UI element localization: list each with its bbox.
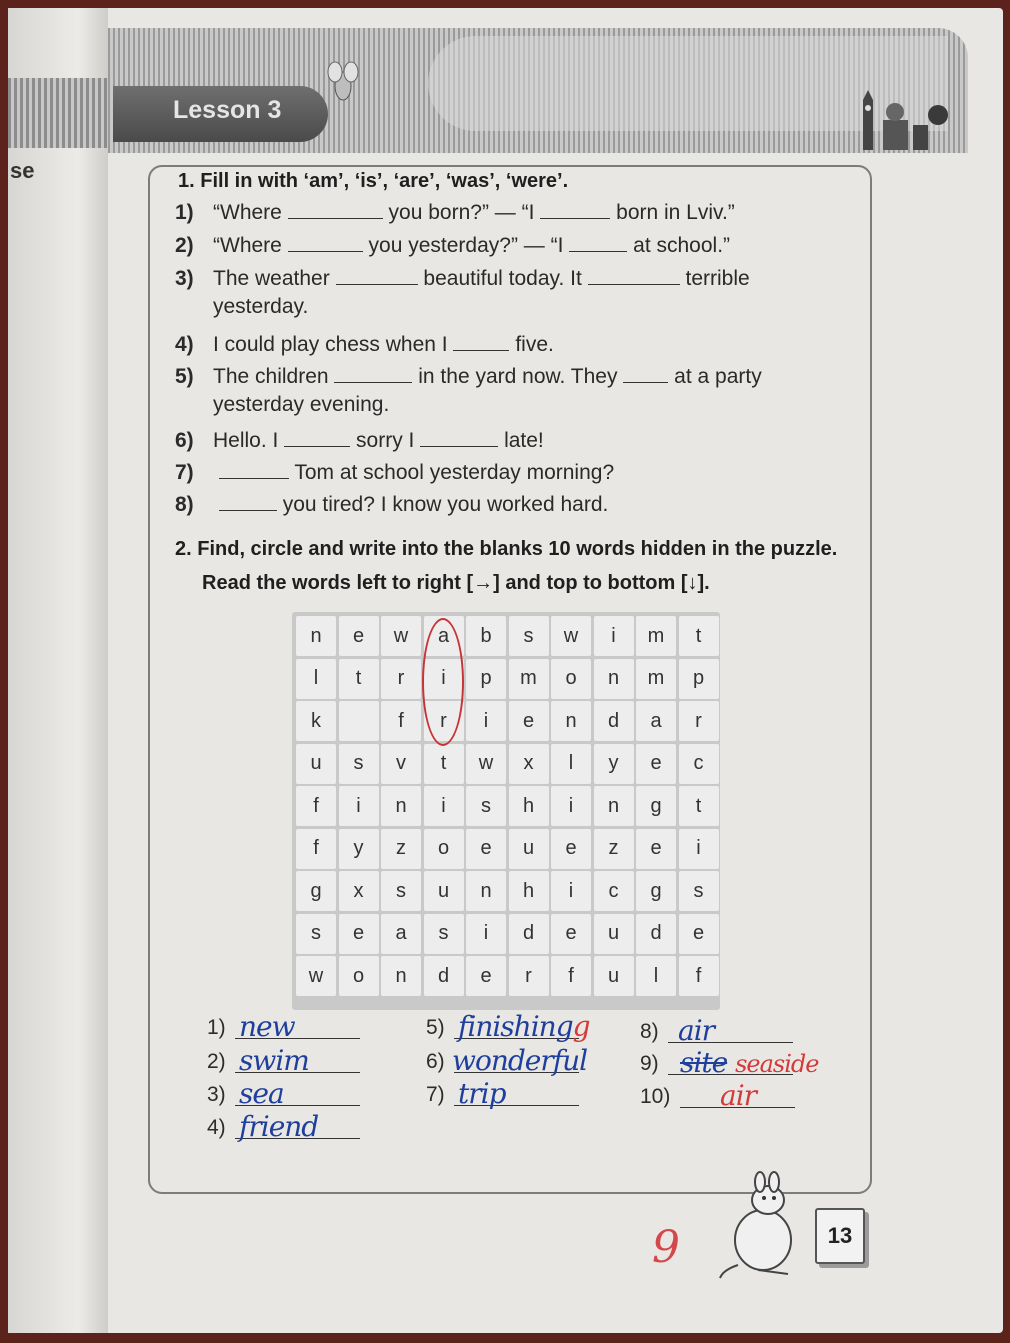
task1-item-4: 4) I could play chess when I five. [175, 333, 554, 356]
puzzle-cell[interactable]: e [339, 914, 379, 954]
answer-blank[interactable] [284, 428, 350, 447]
puzzle-cell[interactable]: y [594, 744, 634, 784]
puzzle-cell[interactable]: r [424, 701, 464, 741]
puzzle-cell[interactable]: w [466, 744, 506, 784]
puzzle-cell[interactable]: f [381, 701, 421, 741]
puzzle-cell[interactable]: l [636, 956, 676, 996]
puzzle-cell[interactable]: o [551, 659, 591, 699]
answer-blank[interactable] [288, 200, 383, 219]
puzzle-cell[interactable]: i [424, 659, 464, 699]
puzzle-cell[interactable]: n [381, 956, 421, 996]
puzzle-cell[interactable]: e [339, 616, 379, 656]
puzzle-cell[interactable]: u [594, 914, 634, 954]
puzzle-cell[interactable]: f [296, 829, 336, 869]
puzzle-cell[interactable]: i [551, 871, 591, 911]
puzzle-cell[interactable]: i [466, 914, 506, 954]
answer-blank[interactable] [336, 266, 418, 285]
answer-6: 6) wonderful [426, 1044, 588, 1077]
puzzle-cell[interactable]: e [509, 701, 549, 741]
answer-2: 2) swim [207, 1050, 226, 1074]
puzzle-cell[interactable]: w [381, 616, 421, 656]
puzzle-cell[interactable]: z [594, 829, 634, 869]
answer-8: 8) air [640, 1020, 659, 1044]
puzzle-cell[interactable]: u [594, 956, 634, 996]
puzzle-cell[interactable]: h [509, 786, 549, 826]
puzzle-cell[interactable]: y [339, 829, 379, 869]
puzzle-cell[interactable]: m [636, 616, 676, 656]
left-header-band [8, 78, 108, 148]
puzzle-cell[interactable]: i [424, 786, 464, 826]
puzzle-cell[interactable]: x [509, 744, 549, 784]
puzzle-cell[interactable]: i [466, 701, 506, 741]
puzzle-cell[interactable]: h [509, 871, 549, 911]
puzzle-cell[interactable]: t [424, 744, 464, 784]
puzzle-cell[interactable]: w [551, 616, 591, 656]
answer-10: 10) air [640, 1085, 670, 1109]
word-puzzle-grid [292, 612, 720, 1010]
puzzle-cell[interactable]: f [551, 956, 591, 996]
task1-item-7: 7) Tom at school yesterday morning? [175, 461, 615, 484]
puzzle-cell[interactable]: r [679, 701, 719, 741]
puzzle-cell[interactable]: t [679, 786, 719, 826]
handwritten-answer[interactable]: swim [239, 1044, 309, 1077]
puzzle-cell[interactable]: c [679, 744, 719, 784]
puzzle-cell[interactable]: f [679, 956, 719, 996]
page-number: 13 [815, 1208, 865, 1264]
task1-item-6: 6) Hello. I sorry I late! [175, 429, 544, 452]
puzzle-cell[interactable]: e [636, 744, 676, 784]
puzzle-cell[interactable]: u [296, 744, 336, 784]
puzzle-cell[interactable]: n [296, 616, 336, 656]
handwritten-answer[interactable]: finishingg [458, 1010, 590, 1043]
left-page-edge [8, 8, 108, 1333]
puzzle-cell[interactable]: n [594, 786, 634, 826]
puzzle-cell[interactable]: b [466, 616, 506, 656]
handwritten-answer[interactable]: friend [239, 1110, 319, 1143]
answer-blank[interactable] [420, 428, 498, 447]
puzzle-cell[interactable]: g [636, 786, 676, 826]
task1-title: 1. Fill in with ‘am’, ‘is’, ‘are’, ‘was’, ‘were’. [178, 170, 569, 192]
left-page-fragment: se [10, 158, 35, 183]
lesson-tab [113, 86, 328, 142]
puzzle-cell[interactable]: a [381, 914, 421, 954]
answer-blank[interactable] [540, 200, 610, 219]
red-correction: g [572, 1010, 590, 1043]
puzzle-cell[interactable]: s [424, 914, 464, 954]
puzzle-cell[interactable]: s [381, 871, 421, 911]
puzzle-cell[interactable]: o [424, 829, 464, 869]
puzzle-cell[interactable]: e [551, 829, 591, 869]
puzzle-cell[interactable]: o [339, 956, 379, 996]
answer-9: 9) site seaside [640, 1046, 819, 1079]
answer-blank[interactable] [569, 233, 627, 252]
answer-5: 5) finishingg [426, 1010, 590, 1043]
task2-title-line1: 2. Find, circle and write into the blanks 10 words hidden in the puzzle. [175, 538, 838, 560]
puzzle-cell[interactable]: u [424, 871, 464, 911]
grade-mark: 9 [652, 1222, 680, 1273]
answer-1: 1) new [207, 1016, 226, 1040]
handwritten-answer[interactable]: site seaside [680, 1046, 819, 1079]
answer-3: 3) sea [207, 1083, 226, 1107]
puzzle-cell[interactable]: a [424, 616, 464, 656]
puzzle-cell[interactable]: l [296, 659, 336, 699]
puzzle-cell[interactable]: s [296, 914, 336, 954]
puzzle-cell[interactable]: t [679, 616, 719, 656]
puzzle-cell[interactable]: n [466, 871, 506, 911]
answer-blank[interactable] [219, 492, 277, 511]
puzzle-cell[interactable]: l [551, 744, 591, 784]
puzzle-cell[interactable]: z [381, 829, 421, 869]
answer-blank[interactable] [219, 460, 289, 479]
puzzle-cell[interactable]: g [636, 871, 676, 911]
puzzle-cell[interactable]: r [381, 659, 421, 699]
puzzle-cell[interactable]: d [424, 956, 464, 996]
task1-item-8: 8) you tired? I know you worked hard. [175, 493, 609, 516]
puzzle-cell[interactable]: e [466, 956, 506, 996]
puzzle-cell[interactable]: i [679, 829, 719, 869]
puzzle-cell[interactable]: d [509, 914, 549, 954]
puzzle-cell[interactable]: m [636, 659, 676, 699]
puzzle-cell[interactable]: s [679, 871, 719, 911]
puzzle-cell[interactable]: i [594, 616, 634, 656]
puzzle-cell[interactable]: v [381, 744, 421, 784]
puzzle-cell[interactable]: n [594, 659, 634, 699]
handwritten-answer[interactable]: sea [239, 1077, 284, 1110]
task1-item-5: 5) The children in the yard now. They at a party yesterday evening. [175, 365, 762, 416]
answer-blank[interactable] [453, 332, 509, 351]
puzzle-cell[interactable]: d [594, 701, 634, 741]
puzzle-cell[interactable]: i [339, 786, 379, 826]
puzzle-cell[interactable]: u [509, 829, 549, 869]
handwritten-answer[interactable]: wonderful [452, 1044, 588, 1077]
puzzle-cell[interactable]: n [381, 786, 421, 826]
task1-item-1: 1) “Where you born?” — “I born in Lviv.” [175, 201, 735, 224]
task1-item-3: 3) The weather beautiful today. It terrible yesterday. [175, 267, 750, 318]
answer-blank[interactable] [623, 364, 668, 383]
puzzle-cell[interactable]: g [296, 871, 336, 911]
puzzle-cell[interactable]: d [636, 914, 676, 954]
puzzle-cell[interactable]: e [466, 829, 506, 869]
insect-icon [318, 58, 368, 108]
puzzle-cell[interactable]: s [509, 616, 549, 656]
puzzle-cell[interactable]: m [509, 659, 549, 699]
handwritten-answer[interactable]: air [720, 1079, 757, 1112]
puzzle-cell[interactable]: x [339, 871, 379, 911]
red-circle-mark [422, 618, 464, 746]
puzzle-cell[interactable]: e [636, 829, 676, 869]
puzzle-cell[interactable] [339, 701, 379, 741]
puzzle-cell[interactable]: p [679, 659, 719, 699]
puzzle-cell[interactable]: s [466, 786, 506, 826]
handwritten-answer[interactable]: new [239, 1010, 295, 1043]
kangaroo-icon [718, 1170, 818, 1280]
handwritten-answer[interactable]: air [678, 1014, 715, 1047]
handwritten-answer[interactable]: trip [458, 1077, 506, 1110]
puzzle-cell[interactable]: w [296, 956, 336, 996]
answer-blank[interactable] [588, 266, 680, 285]
puzzle-cell[interactable]: p [466, 659, 506, 699]
puzzle-cell[interactable]: i [551, 786, 591, 826]
task2-title-line2: Read the words left to right [→] and top to bottom [↓]. [202, 572, 710, 594]
puzzle-cell[interactable]: t [339, 659, 379, 699]
lesson-label: Lesson 3 [173, 96, 282, 124]
puzzle-cell[interactable]: e [679, 914, 719, 954]
task1-item-2: 2) “Where you yesterday?” — “I at school.” [175, 234, 731, 257]
puzzle-cell[interactable]: n [551, 701, 591, 741]
answer-7: 7) trip [426, 1083, 445, 1107]
puzzle-cell[interactable]: s [339, 744, 379, 784]
answer-4: 4) friend [207, 1116, 226, 1140]
puzzle-cell[interactable]: a [636, 701, 676, 741]
puzzle-cell[interactable]: r [509, 956, 549, 996]
puzzle-cell[interactable]: f [296, 786, 336, 826]
puzzle-cell[interactable]: k [296, 701, 336, 741]
red-correction: seaside [735, 1050, 819, 1078]
answer-blank[interactable] [334, 364, 412, 383]
puzzle-cell[interactable]: c [594, 871, 634, 911]
big-ben-icon [853, 90, 953, 150]
puzzle-cell[interactable]: e [551, 914, 591, 954]
answer-blank[interactable] [288, 233, 363, 252]
